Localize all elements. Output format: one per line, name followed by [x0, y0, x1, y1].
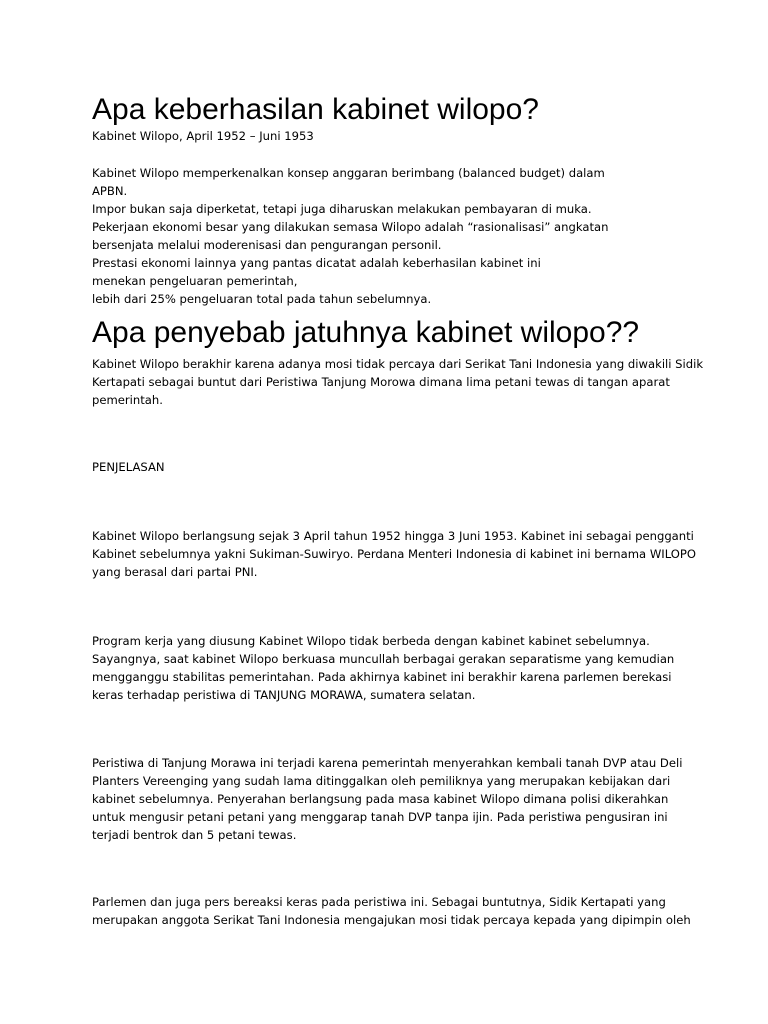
- text-line: Program kerja yang diusung Kabinet Wilopo tidak berbeda dengan kabinet kabinet sebelumnya.: [92, 634, 650, 648]
- text-line: Pekerjaan ekonomi besar yang dilakukan semasa Wilopo adalah “rasionalisasi” angkatan: [92, 220, 609, 234]
- penjelasan-label: PENJELASAN: [92, 460, 165, 474]
- text-line: merupakan anggota Serikat Tani Indonesia mengajukan mosi tidak percaya kepada yang dipimpin oleh: [92, 913, 691, 927]
- paragraph-2: [92, 632, 674, 704]
- subtitle-period: Kabinet Wilopo, April 1952 – Juni 1953: [92, 129, 314, 143]
- text-line: Planters Vereenging yang sudah lama ditinggalkan oleh pemiliknya yang merupakan kebijakan dari: [92, 774, 671, 788]
- text-line: Peristiwa di Tanjung Morawa ini terjadi karena pemerintah menyerahkan kembali tanah DVP atau Deli: [92, 756, 683, 770]
- text-line: kabinet sebelumnya. Penyerahan berlangsung pada masa kabinet Wilopo dimana polisi dikerahkan: [92, 792, 669, 806]
- text-line: keras terhadap peristiwa di TANJUNG MORAWA, sumatera selatan.: [92, 688, 476, 702]
- text-line: Kabinet Wilopo memperkenalkan konsep anggaran berimbang (balanced budget) dalam: [92, 166, 605, 180]
- text-line: Kabinet sebelumnya yakni Sukiman-Suwiryo. Perdana Menteri Indonesia di kabinet ini bernama WILOPO: [92, 547, 697, 561]
- section-penyebab-body: [92, 355, 703, 409]
- text-line: Kabinet Wilopo berlangsung sejak 3 April tahun 1952 hingga 3 Juni 1953. Kabinet ini sebagai pengganti: [92, 529, 694, 543]
- text-line: APBN.: [92, 184, 128, 198]
- text-line: Kertapati sebagai buntut dari Peristiwa Tanjung Morowa dimana lima petani tewas di tangan aparat: [92, 375, 670, 389]
- text-line: pemerintah.: [92, 393, 163, 407]
- heading-penyebab: Apa penyebab jatuhnya kabinet wilopo??: [92, 316, 640, 349]
- text-line: terjadi bentrok dan 5 petani tewas.: [92, 828, 297, 842]
- text-line: bersenjata melalui moderenisasi dan pengurangan personil.: [92, 238, 442, 252]
- text-line: yang berasal dari partai PNI.: [92, 565, 258, 579]
- paragraph-1: [92, 527, 696, 581]
- paragraph-3: [92, 754, 682, 844]
- text-line: Kabinet Wilopo berakhir karena adanya mosi tidak percaya dari Serikat Tani Indonesia yang diwakili Sidik: [92, 357, 704, 371]
- text-line: lebih dari 25% pengeluaran total pada tahun sebelumnya.: [92, 292, 432, 306]
- heading-keberhasilan: Apa keberhasilan kabinet wilopo?: [92, 93, 539, 126]
- text-line: Sayangnya, saat kabinet Wilopo berkuasa muncullah berbagai gerakan separatisme yang kemudian: [92, 652, 675, 666]
- text-line: mengganggu stabilitas pemerintahan. Pada akhirnya kabinet ini berakhir karena parlemen berekasi: [92, 670, 672, 684]
- text-line: untuk mengusir petani petani yang menggarap tanah DVP tanpa ijin. Pada peristiwa pengusiran ini: [92, 810, 668, 824]
- text-line: Impor bukan saja diperketat, tetapi juga diharuskan melakukan pembayaran di muka.: [92, 202, 592, 216]
- section-keberhasilan-body: [92, 164, 608, 308]
- paragraph-4: [92, 893, 691, 929]
- text-line: Prestasi ekonomi lainnya yang pantas dicatat adalah keberhasilan kabinet ini: [92, 256, 541, 270]
- text-line: menekan pengeluaran pemerintah,: [92, 274, 298, 288]
- text-line: Parlemen dan juga pers bereaksi keras pada peristiwa ini. Sebagai buntutnya, Sidik Kertapati yang: [92, 895, 666, 909]
